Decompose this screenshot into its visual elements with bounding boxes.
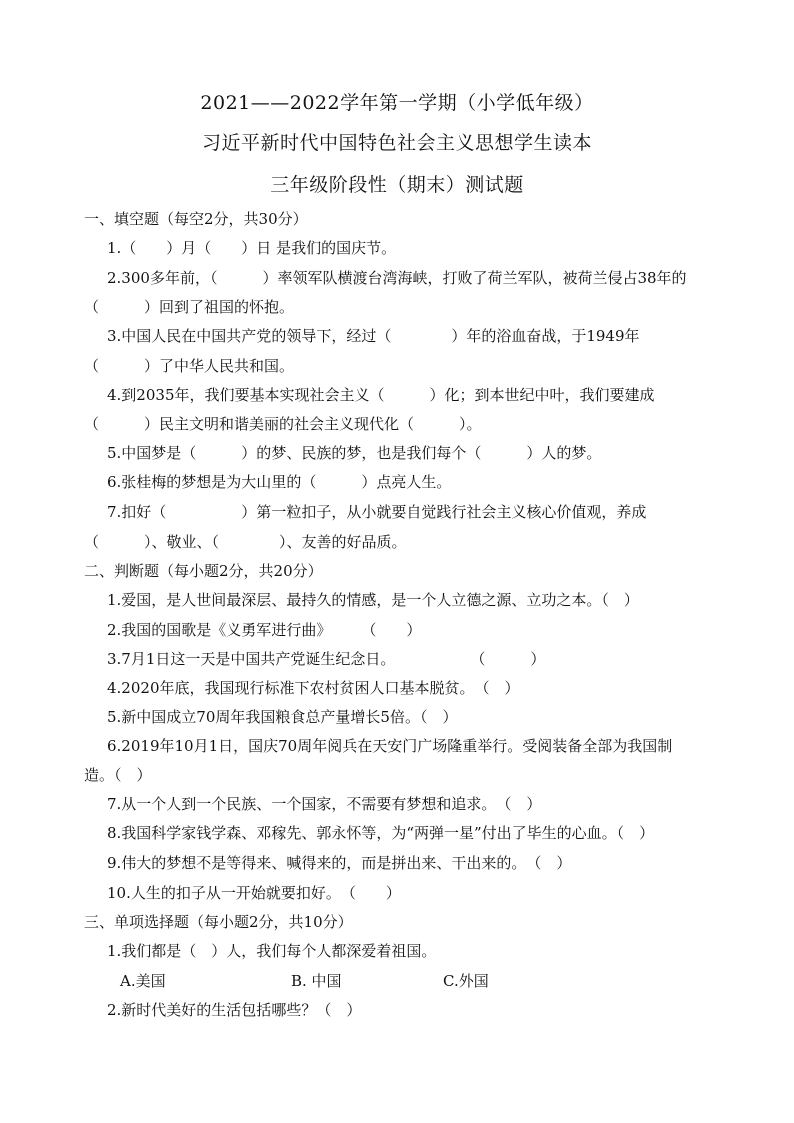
section-2-heading: 二、判断题（每小题2分，共20分） [84, 562, 323, 580]
choice-option-b: B. 中国 [291, 972, 342, 990]
choice-option-c: C.外国 [443, 972, 489, 990]
fill-question-line: （ ）回到了祖国的怀抱。 [84, 298, 295, 316]
fill-question-line: 4.到2035年，我们要基本实现社会主义（ ）化；到本世纪中叶，我们要建成 [107, 386, 655, 404]
fill-question-line: 2.300多年前，（ ）率领军队横渡台湾海峡，打败了荷兰军队，被荷兰侵占38年的 [107, 269, 687, 287]
judge-question-line: 造。（ ） [84, 766, 152, 784]
judge-question-line: 1.爱国，是人世间最深层、最持久的情感，是一个人立德之源、立功之本。（ ） [107, 591, 639, 609]
exam-test-title: 三年级阶段性（期末）测试题 [270, 174, 524, 196]
judge-question-line: 2.我国的国歌是《义勇军进行曲》 （ ） [107, 621, 422, 639]
fill-question-line: 7.扣好（ ）第一粒扣子，从小就要自觉践行社会主义核心价值观，养成 [107, 503, 647, 521]
exam-term-title: 2021——2022学年第一学期（小学低年级） [200, 92, 594, 114]
judge-question-line: 9.伟大的梦想不是等得来、喊得来的，而是拼出来、干出来的。 （ ） [107, 854, 572, 872]
fill-question-line: （ ）民主文明和谐美丽的社会主义现代化（ ）。 [84, 415, 482, 433]
judge-question-line: 8.我国科学家钱学森、邓稼先、郭永怀等，为“两弹一星”付出了毕生的心血。（ ） [107, 824, 655, 842]
fill-question-line: （ ）、敬业、（ ）、友善的好品质。 [84, 533, 407, 551]
section-3-heading: 三、单项选择题（每小题2分，共10分） [84, 913, 353, 931]
judge-question-line: 6.2019年10月1日，国庆70周年阅兵在天安门广场隆重举行。受阅装备全部为我国制 [107, 737, 673, 755]
judge-question-line: 7.从一个人到一个民族、一个国家，不需要有梦想和追求。 （ ） [107, 795, 542, 813]
choice-question-line: 1.我们都是（ ）人，我们每个人都深爱着祖国。 [107, 942, 437, 960]
fill-question-line: 3.中国人民在中国共产党的领导下，经过（ ）年的浴血奋战，于1949年 [107, 327, 640, 345]
fill-question-line: 6.张桂梅的梦想是为大山里的（ ）点亮人生。 [107, 473, 452, 491]
choice-question-line: 2.新时代美好的生活包括哪些？（ ） [107, 1001, 362, 1019]
choice-option-a: A.美国 [120, 972, 166, 990]
exam-subject-title: 习近平新时代中国特色社会主义思想学生读本 [201, 132, 592, 154]
judge-question-line: 10.人生的扣子从一开始就要扣好。 （ ） [107, 884, 401, 902]
section-1-heading: 一、填空题（每空2分，共30分） [84, 210, 308, 228]
fill-question-line: 1.（ ）月（ ）日 是我们的国庆节。 [107, 239, 397, 257]
fill-question-line: （ ）了中华人民共和国。 [84, 357, 295, 375]
judge-question-line: 5.新中国成立70周年我国粮食总产量增长5倍。（ ） [107, 708, 458, 726]
judge-question-line: 3.7月1日这一天是中国共产党诞生纪念日。 （ ） [107, 650, 546, 668]
fill-question-line: 5.中国梦是（ ）的梦、民族的梦，也是我们每个（ ）人的梦。 [107, 444, 602, 462]
judge-question-line: 4.2020年底，我国现行标准下农村贫困人口基本脱贫。 （ ） [107, 679, 520, 697]
